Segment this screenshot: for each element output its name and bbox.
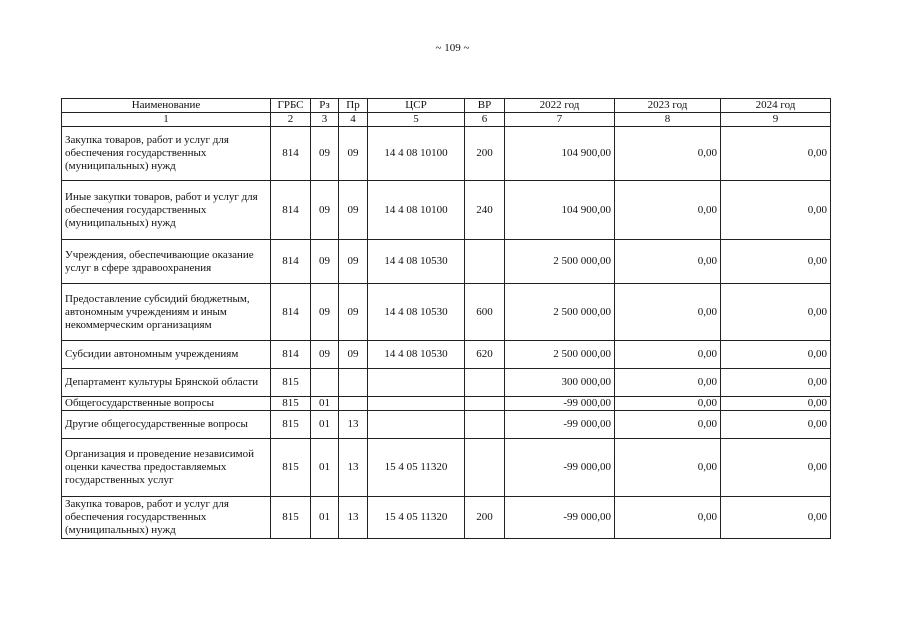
rz-cell: 01 xyxy=(311,411,339,439)
csr-cell: 14 4 08 10100 xyxy=(368,127,465,181)
amount-2023-cell: 0,00 xyxy=(615,397,721,411)
table-row xyxy=(62,411,831,439)
table-row xyxy=(62,284,831,341)
amount-2024-cell: 0,00 xyxy=(721,127,831,181)
rz-cell: 09 xyxy=(311,240,339,284)
table-row xyxy=(62,369,831,397)
grbs-cell: 815 xyxy=(271,497,311,539)
col-header-2024: 2024 год xyxy=(721,99,831,113)
csr-cell xyxy=(368,369,465,397)
column-number-row xyxy=(62,113,831,127)
pr-cell xyxy=(339,369,368,397)
col-number: 1 xyxy=(62,113,271,127)
vr-cell: 200 xyxy=(465,127,505,181)
amount-2024-cell: 0,00 xyxy=(721,284,831,341)
vr-cell: 240 xyxy=(465,181,505,240)
col-number: 6 xyxy=(465,113,505,127)
amount-2023-cell: 0,00 xyxy=(615,369,721,397)
grbs-cell: 814 xyxy=(271,127,311,181)
grbs-cell: 815 xyxy=(271,439,311,497)
amount-2024-cell: 0,00 xyxy=(721,341,831,369)
grbs-cell: 815 xyxy=(271,369,311,397)
grbs-cell: 814 xyxy=(271,240,311,284)
table-row xyxy=(62,497,831,539)
amount-2023-cell: 0,00 xyxy=(615,284,721,341)
col-number: 9 xyxy=(721,113,831,127)
col-header-2023: 2023 год xyxy=(615,99,721,113)
col-header-vr: ВР xyxy=(465,99,505,113)
amount-2024-cell: 0,00 xyxy=(721,497,831,539)
pr-cell: 13 xyxy=(339,439,368,497)
amount-2022-cell: 2 500 000,00 xyxy=(505,284,615,341)
csr-cell: 14 4 08 10530 xyxy=(368,284,465,341)
rz-cell: 01 xyxy=(311,439,339,497)
table-row xyxy=(62,127,831,181)
amount-2022-cell: -99 000,00 xyxy=(505,411,615,439)
amount-2023-cell: 0,00 xyxy=(615,411,721,439)
col-number: 3 xyxy=(311,113,339,127)
table-row xyxy=(62,341,831,369)
grbs-cell: 815 xyxy=(271,411,311,439)
grbs-cell: 815 xyxy=(271,397,311,411)
vr-cell xyxy=(465,240,505,284)
amount-2023-cell: 0,00 xyxy=(615,127,721,181)
pr-cell xyxy=(339,397,368,411)
row-name-cell: Закупка товаров, работ и услуг для обеспечения государственных (муниципальных) нужд xyxy=(62,497,271,539)
csr-cell xyxy=(368,411,465,439)
amount-2022-cell: 104 900,00 xyxy=(505,127,615,181)
col-number: 2 xyxy=(271,113,311,127)
pr-cell: 09 xyxy=(339,240,368,284)
amount-2024-cell: 0,00 xyxy=(721,439,831,497)
pr-cell: 09 xyxy=(339,341,368,369)
rz-cell xyxy=(311,369,339,397)
page-number: ~ 109 ~ xyxy=(435,42,470,54)
row-name-cell: Организация и проведение независимой оценки качества предоставляемых государственных услуг xyxy=(62,439,271,497)
grbs-cell: 814 xyxy=(271,181,311,240)
pr-cell: 09 xyxy=(339,284,368,341)
rz-cell: 01 xyxy=(311,397,339,411)
amount-2022-cell: 104 900,00 xyxy=(505,181,615,240)
table-row xyxy=(62,397,831,411)
amount-2023-cell: 0,00 xyxy=(615,240,721,284)
vr-cell xyxy=(465,369,505,397)
amount-2022-cell: -99 000,00 xyxy=(505,497,615,539)
col-number: 8 xyxy=(615,113,721,127)
header-row xyxy=(62,99,831,113)
row-name-cell: Субсидии автономным учреждениям xyxy=(62,341,271,369)
col-header-csr: ЦСР xyxy=(368,99,465,113)
csr-cell: 15 4 05 11320 xyxy=(368,439,465,497)
col-header-rz: Рз xyxy=(311,99,339,113)
amount-2024-cell: 0,00 xyxy=(721,411,831,439)
vr-cell: 200 xyxy=(465,497,505,539)
amount-2023-cell: 0,00 xyxy=(615,181,721,240)
amount-2023-cell: 0,00 xyxy=(615,439,721,497)
pr-cell: 09 xyxy=(339,127,368,181)
budget-table xyxy=(61,98,831,539)
rz-cell: 01 xyxy=(311,497,339,539)
csr-cell: 14 4 08 10530 xyxy=(368,240,465,284)
table-body xyxy=(62,127,831,539)
amount-2024-cell: 0,00 xyxy=(721,181,831,240)
col-number: 7 xyxy=(505,113,615,127)
col-header-grbs: ГРБС xyxy=(271,99,311,113)
pr-cell: 13 xyxy=(339,497,368,539)
amount-2022-cell: 2 500 000,00 xyxy=(505,240,615,284)
csr-cell: 14 4 08 10100 xyxy=(368,181,465,240)
row-name-cell: Общегосударственные вопросы xyxy=(62,397,271,411)
rz-cell: 09 xyxy=(311,341,339,369)
col-number: 5 xyxy=(368,113,465,127)
rz-cell: 09 xyxy=(311,181,339,240)
amount-2022-cell: -99 000,00 xyxy=(505,397,615,411)
amount-2024-cell: 0,00 xyxy=(721,397,831,411)
col-header-pr: Пр xyxy=(339,99,368,113)
amount-2023-cell: 0,00 xyxy=(615,341,721,369)
row-name-cell: Департамент культуры Брянской области xyxy=(62,369,271,397)
grbs-cell: 814 xyxy=(271,284,311,341)
row-name-cell: Предоставление субсидий бюджетным, автономным учреждениям и иным некоммерческим организациям xyxy=(62,284,271,341)
rz-cell: 09 xyxy=(311,127,339,181)
grbs-cell: 814 xyxy=(271,341,311,369)
row-name-cell: Закупка товаров, работ и услуг для обеспечения государственных (муниципальных) нужд xyxy=(62,127,271,181)
table-row xyxy=(62,439,831,497)
table-row xyxy=(62,181,831,240)
row-name-cell: Другие общегосударственные вопросы xyxy=(62,411,271,439)
pr-cell: 13 xyxy=(339,411,368,439)
rz-cell: 09 xyxy=(311,284,339,341)
csr-cell xyxy=(368,397,465,411)
col-number: 4 xyxy=(339,113,368,127)
vr-cell: 620 xyxy=(465,341,505,369)
csr-cell: 15 4 05 11320 xyxy=(368,497,465,539)
row-name-cell: Учреждения, обеспечивающие оказание услуг в сфере здравоохранения xyxy=(62,240,271,284)
amount-2023-cell: 0,00 xyxy=(615,497,721,539)
table-row xyxy=(62,240,831,284)
vr-cell xyxy=(465,439,505,497)
amount-2022-cell: 300 000,00 xyxy=(505,369,615,397)
amount-2022-cell: 2 500 000,00 xyxy=(505,341,615,369)
amount-2024-cell: 0,00 xyxy=(721,240,831,284)
pr-cell: 09 xyxy=(339,181,368,240)
col-header-name: Наименование xyxy=(62,99,271,113)
vr-cell: 600 xyxy=(465,284,505,341)
amount-2024-cell: 0,00 xyxy=(721,369,831,397)
vr-cell xyxy=(465,397,505,411)
col-header-2022: 2022 год xyxy=(505,99,615,113)
vr-cell xyxy=(465,411,505,439)
amount-2022-cell: -99 000,00 xyxy=(505,439,615,497)
csr-cell: 14 4 08 10530 xyxy=(368,341,465,369)
row-name-cell: Иные закупки товаров, работ и услуг для обеспечения государственных (муниципальных) нужд xyxy=(62,181,271,240)
